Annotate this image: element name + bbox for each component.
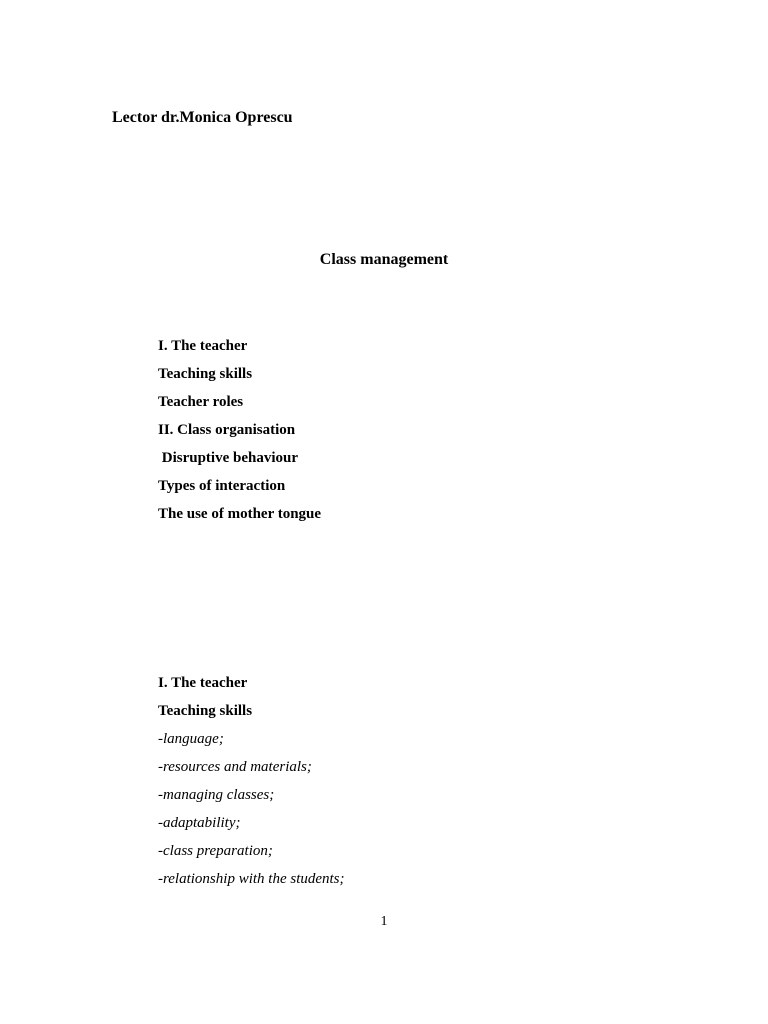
- table-of-contents: [158, 336, 321, 532]
- skill-item: -relationship with the students;: [158, 871, 345, 887]
- toc-item: I. The teacher: [158, 338, 248, 354]
- section-teacher: [158, 673, 345, 897]
- skill-item: -adaptability;: [158, 815, 241, 831]
- skill-item: -managing classes;: [158, 787, 275, 803]
- toc-item: Disruptive behaviour: [158, 450, 299, 466]
- section-subheading: Teaching skills: [158, 703, 253, 719]
- toc-item: The use of mother tongue: [158, 506, 322, 522]
- toc-item: Types of interaction: [158, 478, 286, 494]
- skill-item: -language;: [158, 731, 224, 747]
- skill-item: -resources and materials;: [158, 759, 312, 775]
- author-line: Lector dr.Monica Oprescu: [112, 109, 293, 126]
- toc-item: II. Class organisation: [158, 422, 296, 438]
- toc-item: Teacher roles: [158, 394, 244, 410]
- page-number: 1: [380, 914, 388, 929]
- section-heading: I. The teacher: [158, 675, 248, 691]
- document-title: Class management: [319, 251, 449, 268]
- skill-item: -class preparation;: [158, 843, 273, 859]
- toc-item: Teaching skills: [158, 366, 253, 382]
